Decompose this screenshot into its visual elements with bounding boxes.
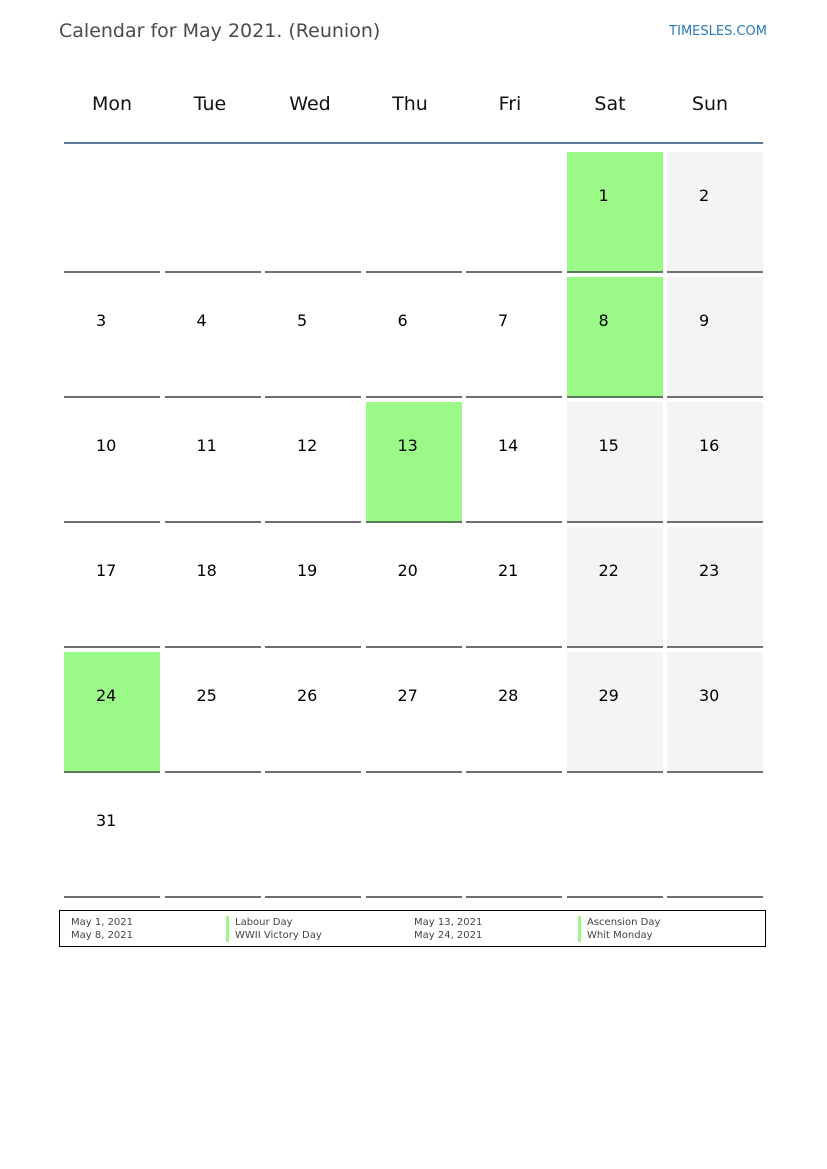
day-cell[interactable] <box>466 402 562 523</box>
weekday-wed: Wed <box>289 93 331 115</box>
empty-day-cell <box>265 152 361 273</box>
day-number: 6 <box>397 311 408 330</box>
weekday-sat: Sat <box>594 93 626 115</box>
day-number: 24 <box>96 686 117 705</box>
legend-holiday-name: Ascension Day <box>578 916 660 929</box>
weekday-mon: Mon <box>91 93 133 115</box>
empty-day-cell <box>265 777 361 898</box>
week-row <box>64 523 763 648</box>
day-number: 15 <box>598 436 619 455</box>
day-number: 19 <box>297 561 318 580</box>
day-cell[interactable] <box>567 652 663 773</box>
day-number: 26 <box>297 686 318 705</box>
day-number: 18 <box>196 561 217 580</box>
weekday-tue: Tue <box>193 93 227 115</box>
day-number: 27 <box>397 686 418 705</box>
day-number: 5 <box>297 311 308 330</box>
day-number: 4 <box>196 311 207 330</box>
legend-holiday-name: WWII Victory Day <box>226 929 322 942</box>
day-number: 1 <box>598 186 609 205</box>
day-cell[interactable] <box>165 527 261 648</box>
week-row <box>64 773 763 898</box>
day-number: 13 <box>397 436 418 455</box>
legend-dates-col-1 <box>71 916 133 942</box>
day-number: 9 <box>699 311 710 330</box>
weekday-sun: Sun <box>691 93 729 115</box>
day-number: 17 <box>96 561 117 580</box>
day-cell[interactable] <box>64 277 160 398</box>
week-row <box>64 273 763 398</box>
site-link[interactable]: TIMESLES.COM <box>669 24 767 39</box>
legend-date: May 8, 2021 <box>71 930 134 941</box>
legend-names-col-2 <box>578 916 660 942</box>
legend-dates-col-2 <box>414 916 482 942</box>
day-number: 2 <box>699 186 710 205</box>
weekday-header-row <box>64 70 763 144</box>
day-cell[interactable] <box>165 402 261 523</box>
empty-day-cell <box>667 777 763 898</box>
calendar-grid <box>64 70 763 898</box>
day-number: 31 <box>96 811 117 830</box>
day-number: 23 <box>699 561 720 580</box>
day-number: 30 <box>699 686 720 705</box>
day-grid <box>64 148 763 898</box>
empty-day-cell <box>366 152 462 273</box>
day-cell[interactable] <box>64 527 160 648</box>
day-number: 12 <box>297 436 318 455</box>
weekday-thu: Thu <box>392 93 428 115</box>
day-number: 20 <box>397 561 418 580</box>
legend-names-col-1 <box>226 916 322 942</box>
empty-day-cell <box>567 777 663 898</box>
day-number: 29 <box>598 686 619 705</box>
weekday-fri: Fri <box>498 93 522 115</box>
empty-day-cell <box>165 777 261 898</box>
day-cell[interactable] <box>366 277 462 398</box>
empty-day-cell <box>165 152 261 273</box>
day-number: 3 <box>96 311 107 330</box>
day-cell[interactable] <box>667 277 763 398</box>
day-cell[interactable] <box>667 652 763 773</box>
empty-day-cell <box>64 152 160 273</box>
day-number: 21 <box>498 561 519 580</box>
day-cell[interactable] <box>366 652 462 773</box>
day-cell[interactable] <box>366 402 462 523</box>
legend-date: May 13, 2021 <box>414 917 483 928</box>
day-cell[interactable] <box>667 152 763 273</box>
week-row <box>64 648 763 773</box>
day-cell[interactable] <box>567 277 663 398</box>
legend-holiday-name: Whit Monday <box>578 929 660 942</box>
day-number: 11 <box>196 436 217 455</box>
empty-day-cell <box>466 152 562 273</box>
empty-day-cell <box>366 777 462 898</box>
day-cell[interactable] <box>265 277 361 398</box>
day-cell[interactable] <box>64 652 160 773</box>
legend-holiday-name: Labour Day <box>226 916 322 929</box>
day-cell[interactable] <box>567 152 663 273</box>
day-cell[interactable] <box>64 402 160 523</box>
day-cell[interactable] <box>667 527 763 648</box>
week-row <box>64 148 763 273</box>
day-number: 10 <box>96 436 117 455</box>
day-cell[interactable] <box>165 652 261 773</box>
day-cell[interactable] <box>265 527 361 648</box>
day-number: 28 <box>498 686 519 705</box>
week-row <box>64 398 763 523</box>
day-cell[interactable] <box>64 777 160 898</box>
day-cell[interactable] <box>466 652 562 773</box>
day-cell[interactable] <box>265 402 361 523</box>
day-number: 7 <box>498 311 509 330</box>
day-cell[interactable] <box>667 402 763 523</box>
day-cell[interactable] <box>265 652 361 773</box>
day-cell[interactable] <box>466 527 562 648</box>
page-title: Calendar for May 2021. (Reunion) <box>59 20 381 42</box>
day-cell[interactable] <box>466 277 562 398</box>
legend-date: May 24, 2021 <box>414 930 483 941</box>
empty-day-cell <box>466 777 562 898</box>
day-cell[interactable] <box>366 527 462 648</box>
holiday-legend <box>59 910 766 947</box>
day-number: 8 <box>598 311 609 330</box>
day-number: 25 <box>196 686 217 705</box>
day-number: 16 <box>699 436 720 455</box>
day-cell[interactable] <box>567 527 663 648</box>
legend-date: May 1, 2021 <box>71 917 134 928</box>
day-cell[interactable] <box>165 277 261 398</box>
day-number: 22 <box>598 561 619 580</box>
day-cell[interactable] <box>567 402 663 523</box>
day-number: 14 <box>498 436 519 455</box>
